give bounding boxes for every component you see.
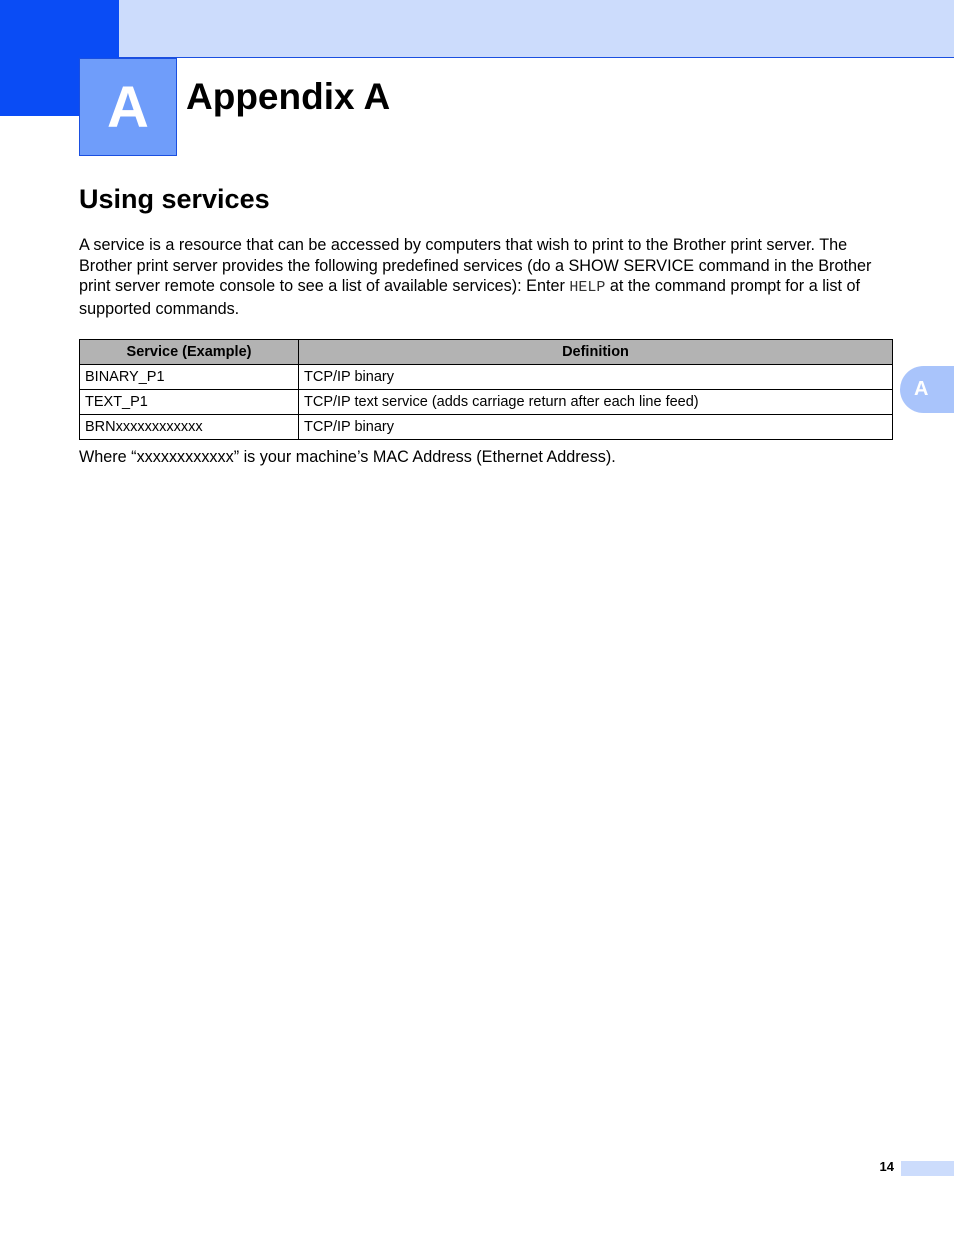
table-row: [80, 390, 893, 415]
table-row: [80, 415, 893, 440]
service-cell: BRNxxxxxxxxxxxx: [80, 415, 299, 440]
mac-address-note: Where “xxxxxxxxxxxx” is your machine’s MAC Address (Ethernet Address).: [79, 448, 616, 466]
services-table: [79, 339, 893, 440]
service-cell: TEXT_P1: [80, 390, 299, 415]
definition-cell: TCP/IP binary: [299, 365, 893, 390]
definition-cell: TCP/IP text service (adds carriage return after each line feed): [299, 390, 893, 415]
service-cell: BINARY_P1: [80, 365, 299, 390]
footer-page-bar: [901, 1161, 954, 1176]
table-header-definition: Definition: [299, 340, 893, 365]
chapter-title: Appendix A: [186, 76, 391, 117]
side-tab-letter: A: [914, 378, 929, 400]
chapter-side-tab: [900, 366, 954, 413]
header-band: [0, 0, 954, 58]
chapter-letter: A: [107, 74, 149, 140]
chapter-letter-box: [79, 58, 177, 156]
intro-text-before: A service is a resource that can be accessed by computers that wish to print to the Brother print server. The Brother print server provides the following predefined services (do a SHOW SERVICE command in the Brother print server remote console to see a list of available services): Enter: [79, 236, 872, 295]
section-title: Using services: [79, 184, 270, 214]
table-header-row: [80, 340, 893, 365]
help-command-code: HELP: [569, 279, 606, 296]
definition-cell: TCP/IP binary: [299, 415, 893, 440]
table-row: [80, 365, 893, 390]
intro-text-after: at the command prompt for a list of supported commands.: [79, 277, 860, 318]
table-header-service: Service (Example): [80, 340, 299, 365]
page-number: 14: [879, 1159, 894, 1174]
intro-paragraph: [79, 235, 894, 319]
